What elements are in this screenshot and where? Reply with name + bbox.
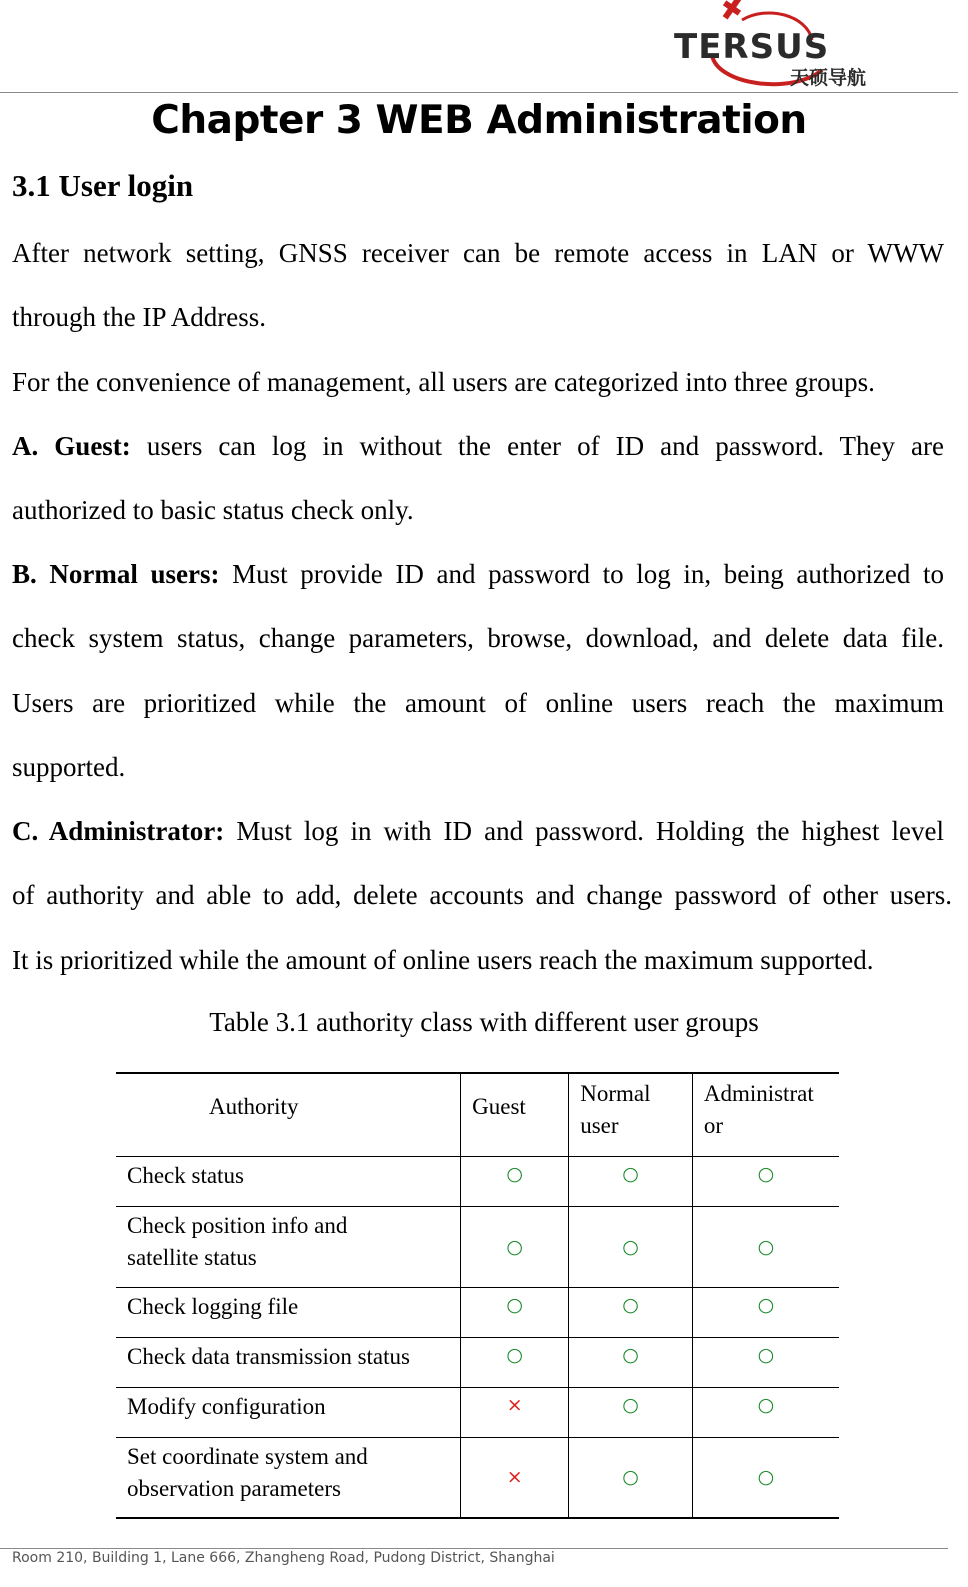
normal-cell	[569, 1387, 693, 1437]
tersus-logo	[672, 0, 872, 92]
circle-mark: ○	[622, 1293, 639, 1316]
table-row	[116, 1287, 839, 1337]
section-title: 3.1 User login	[12, 168, 194, 203]
admin-cell	[692, 1206, 839, 1287]
row-label: Check data transmission status	[127, 1343, 410, 1369]
paragraph-line: It is prioritized while the amount of online users reach the maximum supported.	[12, 945, 874, 975]
header-admin-line2: or	[703, 1113, 723, 1138]
circle-mark: ○	[757, 1393, 775, 1416]
guest-cell	[461, 1437, 569, 1518]
row-label-line2: observation parameters	[127, 1475, 341, 1501]
circle-mark: ○	[757, 1162, 775, 1185]
paragraph-line: of authority and able to add, delete accounts and change password of other users.	[12, 880, 952, 910]
row-label: Check status	[127, 1162, 244, 1188]
admin-cell	[692, 1287, 839, 1337]
normal-paragraph-line	[12, 557, 944, 591]
paragraph-line: supported.	[12, 752, 126, 782]
circle-mark: ○	[506, 1343, 523, 1366]
header-normal-line2: user	[580, 1113, 619, 1138]
row-label	[116, 1437, 461, 1518]
table-row	[116, 1437, 839, 1518]
normal-cell	[569, 1287, 693, 1337]
header-normal-line1: Normal	[580, 1081, 651, 1106]
guest-text: users can log in without the enter of ID and password. They are	[130, 431, 944, 461]
guest-cell	[461, 1387, 569, 1437]
admin-cell	[692, 1387, 839, 1437]
paragraph-line: For the convenience of management, all users are categorized into three groups.	[12, 367, 875, 397]
table-row	[116, 1337, 839, 1387]
row-label-line1: Check position info and	[127, 1212, 348, 1238]
header-authority: Authority	[116, 1073, 461, 1156]
circle-mark: ○	[622, 1343, 639, 1366]
row-label: Modify configuration	[127, 1393, 326, 1419]
admin-cell	[692, 1337, 839, 1387]
guest-cell	[461, 1337, 569, 1387]
circle-mark: ○	[506, 1293, 523, 1316]
normal-cell	[569, 1437, 693, 1518]
circle-mark: ○	[622, 1162, 639, 1185]
paragraph-line: authorized to basic status check only.	[12, 495, 414, 525]
header-administrator	[692, 1073, 839, 1156]
admin-paragraph-line	[12, 814, 944, 848]
table-row	[116, 1156, 839, 1206]
normal-cell	[569, 1337, 693, 1387]
admin-cell	[692, 1156, 839, 1206]
paragraph-line: After network setting, GNSS receiver can be remote access in LAN or WWW	[12, 238, 944, 268]
normal-cell	[569, 1206, 693, 1287]
guest-label: A. Guest:	[12, 431, 131, 461]
logo-wordmark: TERSUS	[674, 27, 830, 67]
table-caption: Table 3.1 authority class with different user groups	[209, 1007, 759, 1037]
header-divider	[0, 92, 958, 93]
circle-mark: ○	[757, 1293, 775, 1316]
row-label: Check logging file	[127, 1293, 299, 1319]
chapter-title: Chapter 3 WEB Administration	[151, 98, 807, 143]
admin-text: Must log in with ID and password. Holding the highest level	[224, 816, 944, 846]
guest-cell	[461, 1206, 569, 1287]
circle-mark: ○	[757, 1235, 775, 1258]
guest-cell	[461, 1156, 569, 1206]
paragraph-line: through the IP Address.	[12, 302, 266, 332]
header-guest: Guest	[461, 1073, 569, 1156]
guest-paragraph-line	[12, 429, 944, 463]
page-header	[0, 0, 968, 93]
header-admin-line1: Administrat	[703, 1081, 814, 1106]
circle-mark: ○	[622, 1393, 639, 1416]
circle-mark: ○	[506, 1162, 523, 1185]
normal-text: Must provide ID and password to log in, being authorized to	[219, 559, 944, 589]
admin-label: C. Administrator:	[12, 816, 225, 846]
normal-cell	[569, 1156, 693, 1206]
table-header-row	[116, 1073, 839, 1156]
paragraph-line: Users are prioritized while the amount of online users reach the maximum	[12, 688, 944, 718]
row-label-line1: Set coordinate system and	[127, 1443, 368, 1469]
admin-cell	[692, 1437, 839, 1518]
cross-mark: ×	[506, 1466, 523, 1489]
circle-mark: ○	[622, 1235, 639, 1258]
guest-cell	[461, 1287, 569, 1337]
circle-mark: ○	[757, 1466, 775, 1489]
circle-mark: ○	[622, 1466, 639, 1489]
logo-subtitle: 天硕导航	[790, 67, 867, 89]
header-normal-user	[569, 1073, 693, 1156]
normal-label: B. Normal users:	[12, 559, 220, 589]
circle-mark: ○	[506, 1235, 523, 1258]
footer-address: Room 210, Building 1, Lane 666, Zhangheng Road, Pudong District, Shanghai	[12, 1550, 555, 1566]
authority-table	[116, 1072, 839, 1519]
cross-mark: ×	[506, 1393, 523, 1416]
table-row	[116, 1206, 839, 1287]
table-row	[116, 1387, 839, 1437]
row-label	[116, 1206, 461, 1287]
circle-mark: ○	[757, 1343, 775, 1366]
row-label-line2: satellite status	[127, 1244, 257, 1270]
footer-divider	[0, 1548, 948, 1549]
paragraph-line: check system status, change parameters, browse, download, and delete data file.	[12, 623, 944, 653]
